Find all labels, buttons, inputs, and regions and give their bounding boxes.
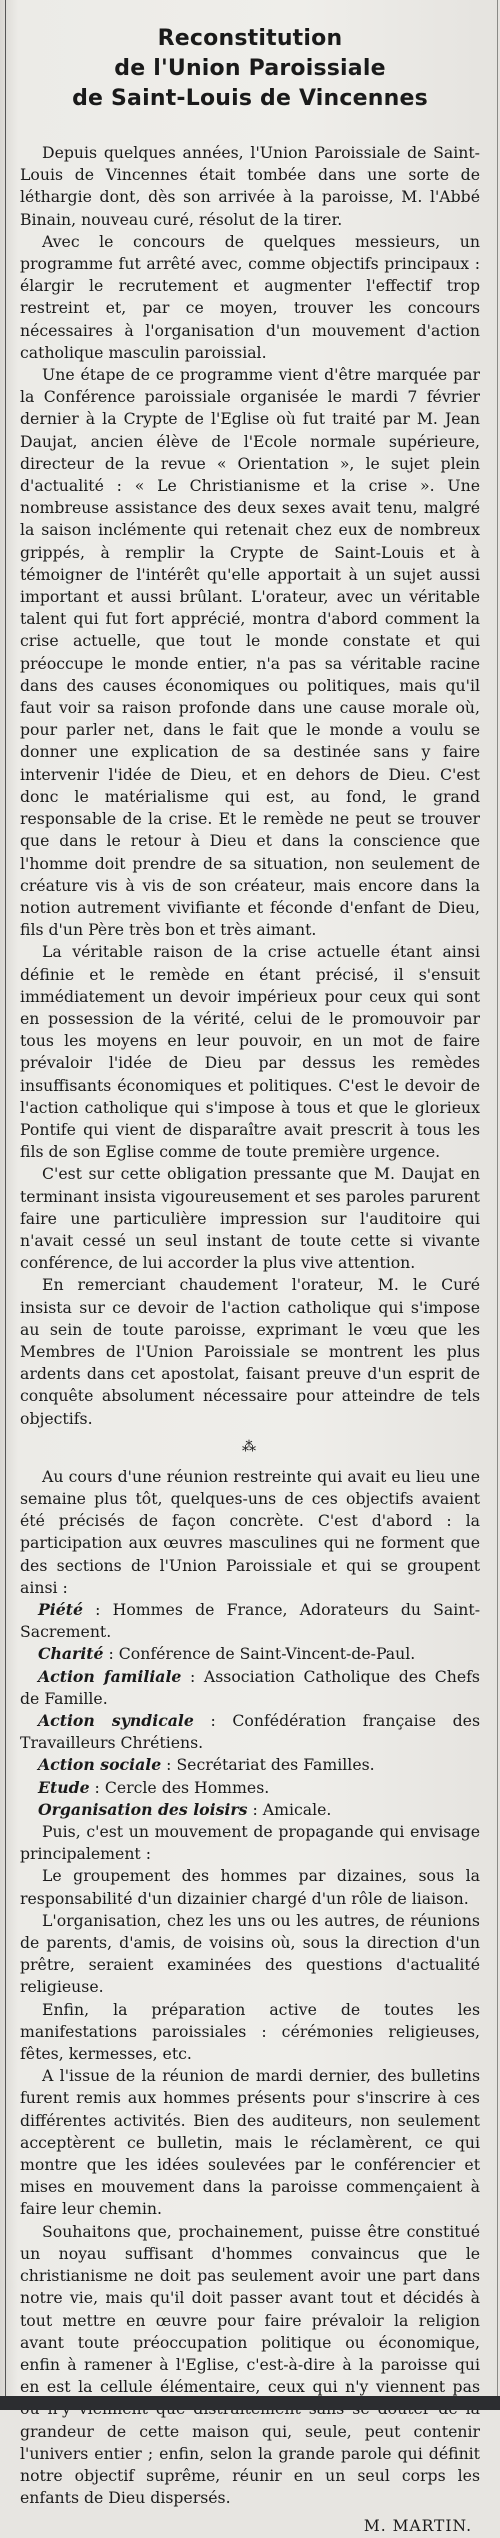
section-text: Cercle des Hommes. xyxy=(104,1777,270,1797)
section-label: Piété xyxy=(38,1600,83,1619)
section-label: Action syndicale xyxy=(38,1711,194,1731)
page-bottom-edge xyxy=(0,2396,500,2410)
paragraph-bulletins: A l'issue de la réunion de mardi dernier, des bulletins furent remis aux hommes présents pour s'inscrire à ces différentes activités. Bien des auditeurs, non seulement acceptèrent ce bulletin, mais le réclamèrent, ce qui montre que les idées soulevées par le conférencier et mises en mouvement dans la paroisse commençaient à faire leur chemin. xyxy=(20,2066,480,2219)
article-body xyxy=(20,142,480,2538)
section-text: Amicale. xyxy=(262,1799,332,1819)
section-item: Piété : Hommes de France, Adorateurs du Saint-Sacrement. xyxy=(20,1600,480,1642)
paragraph-souhaitons: Souhaitons que, prochainement, puisse être constitué un noyau suffisant d'hommes convaincus que le christianisme ne doit pas seulement avoir une part dans notre vie, mais qu'il doit passer avant tout et décidés à tout mettre en œuvre pour faire prévaloir la religion avant toute préoccupation politique ou économique, enfin à ramener à l'Eglise, c'est-à-dire à la paroisse qui en est la cellule élémentaire, ceux qui n'y viennent pas grandeur de cette maison qui, seule, peut contenir l'univers entier ; enfin, selon la grande parole qui définit notre objectif suprême, réunir en un seul corps les enfants de Dieu dispersés. xyxy=(20,2221,480,2508)
title-line-3: de Saint-Louis de Vincennes xyxy=(72,86,428,111)
section-item: Action familiale : Association Catholique des Chefs de Famille. xyxy=(20,1666,480,1708)
section-item: Organisation des loisirs : Amicale. xyxy=(38,1799,332,1819)
section-label: Organisation des loisirs xyxy=(38,1799,248,1819)
paragraph-dizaines: Le groupement des hommes par dizaines, sous la responsabilité d'un dizainier chargé d'un rôle de liaison. xyxy=(20,1866,480,1908)
paragraph-reunions: L'organisation, chez les uns ou les autres, de réunions de parents, d'amis, de voisins où, sous la direction d'un prêtre, seraient examinées des questions d'actualité religieuse. xyxy=(20,1910,480,1997)
paragraph-remedy: La véritable raison de la crise actuelle étant ainsi définie et le remède en étant précisé, il s'ensuit immédiatement un devoir impérieux pour ceux qui sont en possession de la vérité, celui de le promouvoir par tous les moyens en leur pouvoir, en un mot de faire prévaloir l'idée de Dieu par dessus les remèdes insuffisants économiques et politiques. C'est le devoir de l'action catholique qui s'impose à tous et que le glorieux Pontife qui vient de disparaître avait prescrit à tous les fils de son Eglise comme de toute première urgence. xyxy=(20,942,480,1162)
paragraph-programme: Avec le concours de quelques messieurs, un programme fut arrêté avec, comme objectifs principaux : élargir le recrutement et augmenter l'effectif trop restreint et, par ce moyen, trouver les concours nécessaires à l'organisation d'un mouvement d'action catholique masculin paroissial. xyxy=(20,231,480,362)
column-rule-left xyxy=(5,0,6,2410)
section-text: Secrétariat des Familles. xyxy=(176,1755,375,1775)
section-text: Conférence de Saint-Vincent-de-Paul. xyxy=(118,1644,416,1664)
paragraph-cure: En remerciant chaudement l'orateur, M. le Curé insista sur ce devoir de l'action catholique qui s'impose au sein de toute paroisse, exprimant le vœu que les Membres de l'Union Paroissiale se montrent les plus ardents dans cet apostolat, faisant preuve d'un esprit de conquête absolument nécessaire pour atteindre de tels objectifs. xyxy=(20,1275,480,1428)
section-text: Confédération française des Travailleurs Chrétiens. xyxy=(20,1711,481,1753)
section-separator: ⁂ xyxy=(242,1438,258,1455)
sections-list xyxy=(20,1599,480,1821)
column-rule-right xyxy=(497,0,498,2410)
paragraph-daujat: C'est sur cette obligation pressante que M. Daujat en terminant insista vigoureusement et ses paroles parurent faire une particulière impression sur l'auditoire qui n'avait cessé un seul instant de toute cette si vivante conférence, de lui accorder la plus vive attention. xyxy=(20,1164,480,1273)
paragraph-sections-intro: Au cours d'une réunion restreinte qui avait eu lieu une semaine plus tôt, quelques-uns de ces objectifs avaient été précisés de façon concrète. C'est d'abord : la participation aux œuvres masculines qui ne forment que des sections de l'Union Paroissiale et qui se groupent ainsi : xyxy=(20,1466,480,1597)
section-item: Action syndicale : Confédération française des Travailleurs Chrétiens. xyxy=(20,1711,481,1753)
section-item: Action sociale : Secrétariat des Familles. xyxy=(38,1755,375,1775)
section-label: Action sociale xyxy=(38,1755,162,1775)
section-item: Charité : Conférence de Saint-Vincent-de-Paul. xyxy=(38,1644,416,1664)
paragraph-manifestations: Enfin, la préparation active de toutes les manifestations paroissiales : cérémonies religieuses, fêtes, kermesses, etc. xyxy=(20,1999,480,2064)
title-line-1: Reconstitution xyxy=(157,26,343,51)
section-label: Charité xyxy=(38,1644,104,1664)
section-text: Hommes de France, Adorateurs du Saint-Sacrement. xyxy=(20,1600,480,1642)
paragraph-intro: Depuis quelques années, l'Union Paroissiale de Saint-Louis de Vincennes était tombée dans une sorte de léthargie dont, dès son arrivée à la paroisse, M. l'Abbé Binain, nouveau curé, résolut de la tirer. xyxy=(20,143,480,229)
section-label: Etude xyxy=(38,1777,90,1797)
section-label: Action familiale xyxy=(38,1666,182,1686)
title-line-2: de l'Union Paroissiale xyxy=(114,56,386,81)
author-signature: M. MARTIN. xyxy=(363,2517,472,2536)
article-title xyxy=(20,24,480,114)
section-item: Etude : Cercle des Hommes. xyxy=(38,1777,270,1797)
section-text: Association Catholique des Chefs de Famille. xyxy=(20,1666,480,1708)
paragraph-propaganda: Puis, c'est un mouvement de propagande qui envisage principalement : xyxy=(20,1822,480,1864)
paragraph-conference: Une étape de ce programme vient d'être marquée par la Conférence paroissiale organisée le mardi 7 février dernier à la Crypte de l'Eglise où fut traité par M. Jean Daujat, ancien élève de l'Ecole normale supérieure, directeur de la revue « Orientation », le sujet plein d'actualité : « Le Christianisme et la crise ». Une nombreuse assistance des deux sexes avait tenu, malgré la saison inclémente qui retenait chez eux de nombreux grippés, à remplir la Crypte de Saint-Louis et à témoigner de l'intérêt qu'elle apportait à un sujet aussi important et aussi brûlant. L'orateur, avec un véritable talent qui fut fort apprécié, montra d'abord comment la crise actuelle, que tout le monde constate et qui préoccupe le monde entier, n'a pas sa véritable racine dans des causes économiques ou politiques, mais qu'il faut voir sa raison profonde dans une cause morale où, pour parler net, dans le fait que le monde a voulu se donner une explication de sa destinée sans y faire intervenir l'idée de Dieu, et en dehors de Dieu. C'est donc le matérialisme qui est, au fond, le grand responsable de la crise. Et le remède ne peut se trouver que dans le retour à Dieu et dans la conscience que l'homme doit prendre de sa situation, non seulement de créature vis à vis de son créateur, mais encore dans la notion autrement vivifiante et féconde d'enfant de Dieu, fils d'un Père très bon et très aimant. xyxy=(20,365,480,940)
